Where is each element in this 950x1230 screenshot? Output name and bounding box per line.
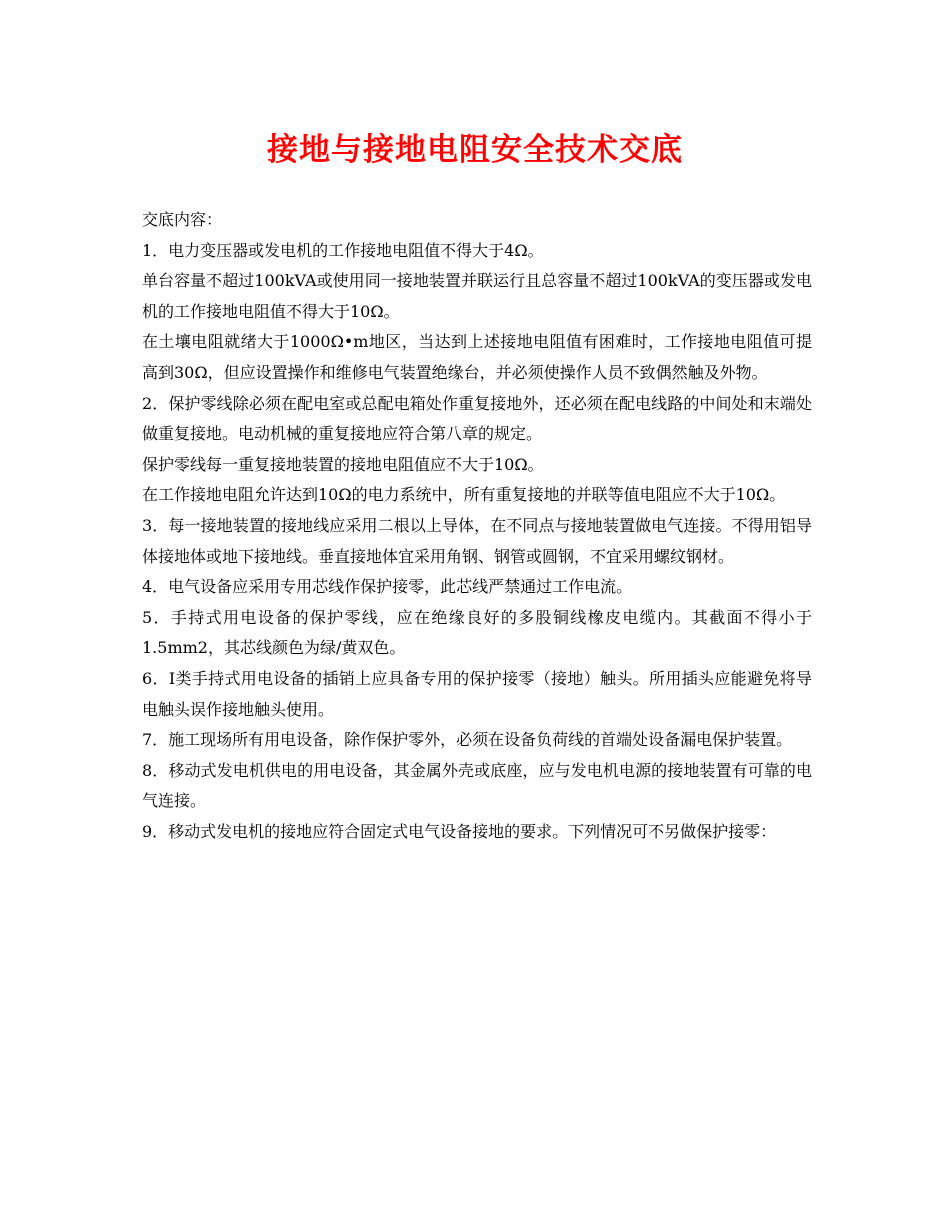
paragraph-item-4: 4．电气设备应采用专用芯线作保护接零，此芯线严禁通过工作电流。 xyxy=(142,577,633,597)
paragraph-item-7: 7．施工现场所有用电设备，除作保护零外，必须在设备负荷线的首端处设备漏电保护装置。 xyxy=(142,730,793,750)
paragraph-item-2-parallel: 在工作接地电阻允许达到10Ω的电力系统中，所有重复接地的并联等值电阻应不大于10Ω。 xyxy=(142,485,786,505)
paragraph-item-9: 9．移动式发电机的接地应符合固定式电气设备接地的要求。下列情况可不另做保护接零： xyxy=(142,821,777,841)
document-title: 接地与接地电阻安全技术交底 xyxy=(267,132,683,168)
paragraph-item-6: 6．Ⅰ类手持式用电设备的插销上应具备专用的保护接零（接地）触头。所用插头应能避免将导电触头误作接地触头使用。 xyxy=(142,668,812,719)
paragraph-item-5: 5．手持式用电设备的保护零线，应在绝缘良好的多股铜线橡皮电缆内。其截面不得小于1.5mm2，其芯线颜色为绿/黄双色。 xyxy=(142,607,812,658)
paragraph-item-2-resistance: 保护零线每一重复接地装置的接地电阻值应不大于10Ω。 xyxy=(142,454,544,474)
paragraph-intro: 交底内容： xyxy=(142,210,223,229)
paragraph-item-3: 3．每一接地装置的接地线应采用二根以上导体，在不同点与接地装置做电气连接。不得用铝导体接地体或地下接地线。垂直接地体宜采用角钢、钢管或圆钢，不宜采用螺纹钢材。 xyxy=(142,515,812,566)
paragraph-item-8: 8．移动式发电机供电的用电设备，其金属外壳或底座，应与发电机电源的接地装置有可靠的电气连接。 xyxy=(142,760,812,811)
paragraph-item-1-capacity: 单台容量不超过100kVA或使用同一接地装置并联运行且总容量不超过100kVA的变压器或发电机的工作接地电阻值不得大于10Ω。 xyxy=(142,271,812,321)
paragraph-item-2: 2．保护零线除必须在配电室或总配电箱处作重复接地外，还必须在配电线路的中间处和末端处做重复接地。电动机械的重复接地应符合第八章的规定。 xyxy=(142,393,812,444)
paragraph-item-1-soil: 在土壤电阻就绪大于1000Ω•m地区，当达到上述接地电阻值有困难时，工作接地电阻值可提高到30Ω，但应设置操作和维修电气装置绝缘台，并必须使操作人员不致偶然触及外物。 xyxy=(142,332,812,382)
document-body xyxy=(142,205,812,847)
paragraph-item-1: 1．电力变压器或发电机的工作接地电阻值不得大于4Ω。 xyxy=(142,240,544,260)
